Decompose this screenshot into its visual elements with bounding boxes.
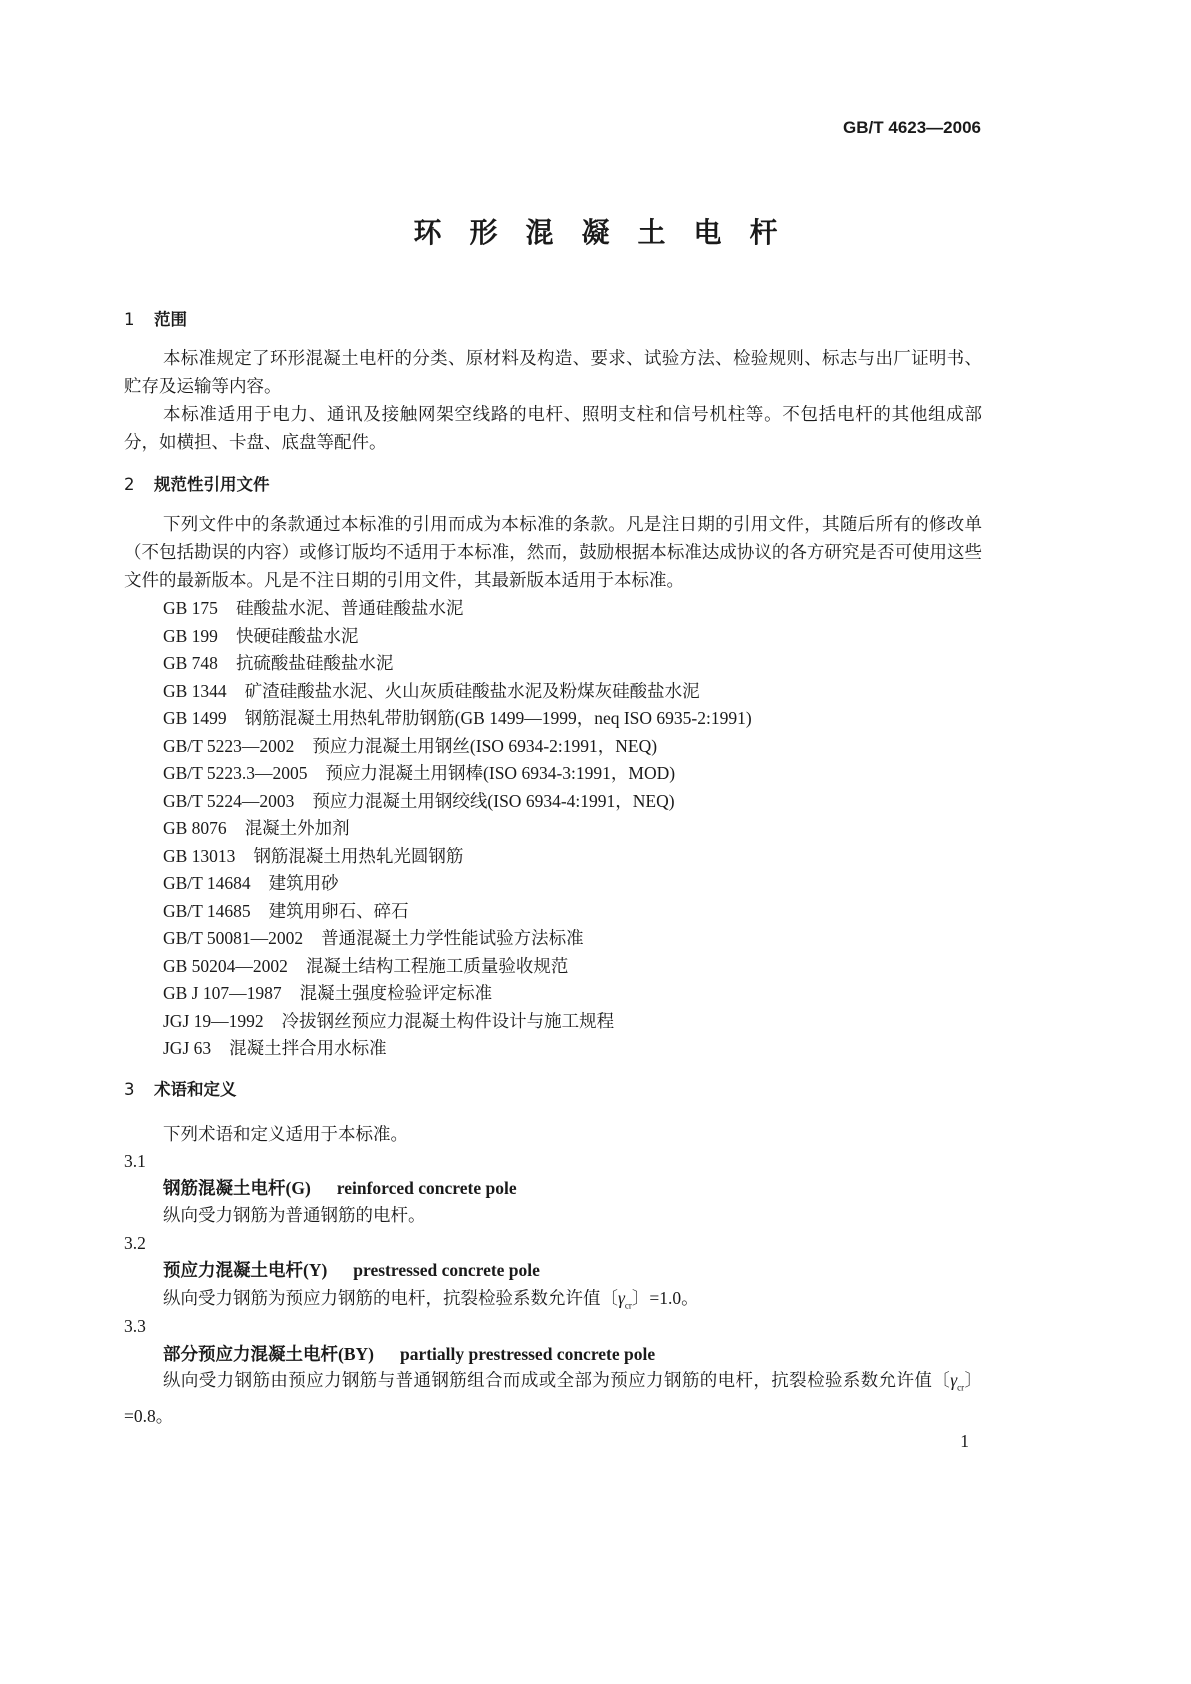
standard-number: GB/T 4623—2006 bbox=[843, 118, 981, 137]
reference-title: 普通混凝土力学性能试验方法标准 bbox=[321, 928, 584, 948]
reference-title: 混凝土强度检验评定标准 bbox=[299, 983, 493, 1003]
section-3-heading: 3 术语和定义 bbox=[124, 1080, 237, 1099]
reference-title: 预应力混凝土用钢丝(ISO 6934-2:1991，NEQ) bbox=[312, 735, 658, 756]
reference-item bbox=[163, 597, 463, 619]
reference-title: 混凝土外加剂 bbox=[244, 818, 350, 838]
term-definition: 纵向受力钢筋为预应力钢筋的电杆，抗裂检验系数允许值〔$\gamma_{cr}$〕=1.0。 bbox=[163, 1288, 699, 1311]
reference-code: GB 1499 bbox=[163, 708, 227, 728]
reference-title: 钢筋混凝土用热轧带肋钢筋(GB 1499—1999，neq ISO 6935-2:1991) bbox=[244, 708, 752, 728]
reference-item bbox=[163, 955, 568, 977]
reference-item bbox=[163, 982, 492, 1004]
term-definition: 纵向受力钢筋为普通钢筋的电杆。 bbox=[163, 1205, 426, 1225]
reference-code: GB 199 bbox=[163, 625, 218, 646]
reference-code: GB J 107—1987 bbox=[163, 983, 282, 1003]
reference-title: 矿渣硅酸盐水泥、火山灰质硅酸盐水泥及粉煤灰硅酸盐水泥 bbox=[244, 680, 700, 701]
reference-title: 建筑用卵石、碎石 bbox=[268, 900, 409, 921]
reference-title: 硅酸盐水泥、普通硅酸盐水泥 bbox=[235, 598, 464, 618]
reference-code: JGJ 19—1992 bbox=[163, 1010, 264, 1031]
reference-item bbox=[163, 762, 675, 784]
reference-code: GB/T 14685 bbox=[163, 900, 251, 921]
clause-number: 3.1 bbox=[124, 1151, 146, 1171]
section-2-heading: 2 规范性引用文件 bbox=[124, 475, 270, 494]
term-heading: 预应力混凝土电杆(Y) prestressed concrete pole bbox=[163, 1260, 540, 1280]
reference-item bbox=[163, 735, 657, 757]
clause-number: 3.3 bbox=[124, 1316, 146, 1336]
reference-code: GB 8076 bbox=[163, 818, 227, 838]
reference-code: GB/T 5224—2003 bbox=[163, 790, 295, 811]
section-1-para-2: 本标准适用于电力、通讯及接触网架空线路的电杆、照明支柱和信号机柱等。不包括电杆的其他组成部分，如横担、卡盘、底盘等配件。 bbox=[124, 404, 982, 452]
reference-code: GB/T 50081—2002 bbox=[163, 928, 304, 948]
term-heading: 部分预应力混凝土电杆(BY) partially prestressed concrete pole bbox=[163, 1344, 656, 1364]
reference-code: GB 1344 bbox=[163, 680, 227, 701]
reference-title: 冷拔钢丝预应力混凝土构件设计与施工规程 bbox=[281, 1010, 615, 1031]
section-1-para-1: 本标准规定了环形混凝土电杆的分类、原材料及构造、要求、试验方法、检验规则、标志与出厂证明书、贮存及运输等内容。 bbox=[124, 348, 982, 396]
reference-title: 混凝土拌合用水标准 bbox=[229, 1038, 387, 1058]
reference-code: GB 50204—2002 bbox=[163, 955, 288, 976]
reference-title: 建筑用砂 bbox=[268, 873, 339, 893]
reference-item bbox=[163, 680, 700, 702]
reference-title: 快硬硅酸盐水泥 bbox=[235, 625, 359, 646]
reference-title: 钢筋混凝土用热轧光圆钢筋 bbox=[253, 845, 464, 866]
reference-code: GB/T 5223.3—2005 bbox=[163, 763, 308, 783]
clause-number: 3.2 bbox=[124, 1233, 146, 1253]
reference-code: GB/T 14684 bbox=[163, 873, 251, 893]
reference-title: 预应力混凝土用钢绞线(ISO 6934-4:1991，NEQ) bbox=[312, 790, 675, 811]
section-2-intro: 下列文件中的条款通过本标准的引用而成为本标准的条款。凡是注日期的引用文件，其随后所有的修改单（不包括勘误的内容）或修订版均不适用于本标准，然而，鼓励根据本标准达成协议的各方研究是否可使用这些文件的最新版本。凡是不注日期的引用文件，其最新版本适用于本标准。 bbox=[124, 514, 982, 590]
reference-item bbox=[163, 872, 339, 894]
reference-item bbox=[163, 707, 752, 729]
term-heading: 钢筋混凝土电杆(G) reinforced concrete pole bbox=[163, 1178, 517, 1198]
reference-item bbox=[163, 1037, 387, 1059]
reference-code: JGJ 63 bbox=[163, 1038, 212, 1058]
reference-code: GB 175 bbox=[163, 598, 218, 618]
term-definition: 纵向受力钢筋由预应力钢筋与普通钢筋组合而成或全部为预应力钢筋的电杆，抗裂检验系数允许值〔$\gamma_{cr}$〕=0.8。 bbox=[124, 1370, 983, 1426]
section-3-intro: 下列术语和定义适用于本标准。 bbox=[163, 1124, 408, 1144]
reference-item bbox=[163, 927, 584, 949]
reference-code: GB/T 5223—2002 bbox=[163, 735, 295, 756]
section-1-heading: 1 范围 bbox=[124, 310, 187, 329]
reference-title: 预应力混凝土用钢棒(ISO 6934-3:1991，MOD) bbox=[325, 763, 676, 783]
reference-code: GB 13013 bbox=[163, 845, 236, 866]
reference-title: 抗硫酸盐硅酸盐水泥 bbox=[235, 653, 394, 673]
reference-item bbox=[163, 900, 409, 922]
document-title: 环形混凝土电杆 bbox=[413, 216, 806, 249]
reference-item bbox=[163, 790, 675, 812]
reference-code: GB 748 bbox=[163, 653, 218, 673]
reference-item bbox=[163, 652, 393, 674]
reference-item bbox=[163, 845, 463, 867]
reference-item bbox=[163, 817, 350, 839]
reference-item bbox=[163, 625, 358, 647]
reference-item bbox=[163, 1010, 614, 1032]
reference-title: 混凝土结构工程施工质量验收规范 bbox=[305, 955, 569, 976]
page-number: 1 bbox=[960, 1431, 969, 1451]
